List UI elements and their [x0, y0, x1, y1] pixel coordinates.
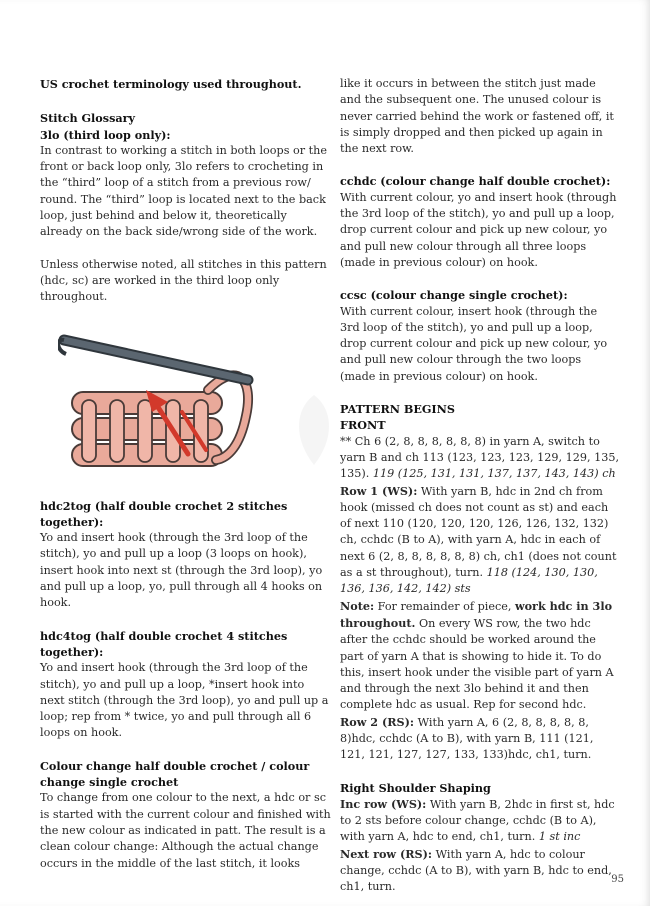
third-loop-illustration — [58, 320, 268, 480]
hdc2tog-text: Yo and insert hook (through the 3rd loop of the stitch), yo and pull up a loop (3 loops on hook), insert hook into next st (through the 3rd loop), yo and pull up a loop, yo, pull through all 4 hooks on hook. — [40, 531, 323, 610]
unless-noted-text: Unless otherwise noted, all stitches in this pattern (hdc, sc) are worked in the third loop only throughout. — [40, 257, 327, 304]
page-number: 95 — [611, 874, 624, 885]
note-emphasis: work hdc in 3lo throughout. — [340, 598, 613, 630]
terminology-note: US crochet terminology used throughout. — [40, 77, 302, 91]
3lo-text: In contrast to working a stitch in both loops or the front or back loop only, 3lo refers to crocheting in the “third” loop of a stitch from a previous row/ round. The “third” loop is located next to the back loop, just behind and below it, theoretically already on the back side/wrong side of the work. — [40, 143, 327, 239]
next-row-label: Next row (RS): — [340, 846, 433, 861]
row-2-label: Row 2 (RS): — [340, 714, 415, 729]
cchdc-heading: cchdc (colour change half double crochet): — [340, 174, 611, 189]
colour-change-text: To change from one colour to the next, a hdc or sc is started with the current colour and finished with the new colour as indicated in patt. The result is a clean colour change: Although the actual change occurs in the middle of the last stitch, it looks — [40, 791, 331, 870]
hdc4tog-text: Yo and insert hook (through the 3rd loop of the stitch), yo and pull up a loop, *insert hook into next stitch (through the 3rd loop), yo and pull up a loop; rep from * twice, yo and pull through all 6 loops on hook. — [40, 661, 329, 740]
right-column — [340, 76, 620, 896]
inc-row: Inc row (WS): With yarn B, 2hdc in first st, hdc to 2 sts before colour change, cchdc (B to A), with yarn A, hdc to end, ch1, turn. 1 st inc — [340, 796, 615, 844]
right-shoulder-heading: Right Shoulder Shaping — [340, 780, 491, 795]
ccsc-heading: ccsc (colour change single crochet): — [340, 288, 568, 303]
hdc2tog-heading: hdc2tog (half double crochet 2 stitches together): — [40, 498, 288, 529]
inc-count: 1 st inc — [538, 830, 581, 844]
stitch-glossary-heading: Stitch Glossary — [40, 111, 136, 126]
pattern-begins-heading: PATTERN BEGINS — [340, 402, 455, 417]
row-1: Row 1 (WS): With yarn B, hdc in 2nd ch from hook (missed ch does not count as st) and each of next 110 (120, 120, 120, 126, 126, 132, 132) ch, cchdc (B to A), with yarn A, hdc in each of next 6 (2, 8, 8, 8, 8, 8, 8) ch, ch1 (does not count as a st throughout), turn. 118 (124, 130, 130, 136, 136, 142, 142) sts — [340, 483, 617, 596]
cchdc-text: With current colour, yo and insert hook (through the 3rd loop of the stitch), yo and pull up a loop, drop current colour and pick up new colour, yo and pull new colour through all three loops (made in previous colour) on hook. — [340, 190, 617, 269]
colour-change-heading: Colour change half double crochet / colour change single crochet — [40, 758, 310, 790]
row-2: Row 2 (RS): With yarn A, 6 (2, 8, 8, 8, 8, 8, 8)hdc, cchdc (A to B), with yarn B, 111 (121, 121, 121, 127, 127, 133, 133)hdc, ch1, turn. — [340, 714, 594, 762]
chain-count: 119 (125, 131, 131, 137, 137, 143, 143) ch — [372, 467, 616, 481]
next-row: Next row (RS): With yarn A, hdc to colour change, cchdc (A to B), with yarn B, hdc to end, ch1, turn. — [340, 846, 612, 894]
row-1-label: Row 1 (WS): — [340, 483, 418, 498]
chain-text: ** Ch 6 (2, 8, 8, 8, 8, 8, 8) in yarn A, switch to yarn B and ch 113 (123, 123, 123, 129, 129, 135, 135). 119 (125, 131, 131, 137, 137, 143, 143) ch — [340, 434, 620, 481]
row-1-count: 118 (124, 130, 130, 136, 136, 142, 142) sts — [340, 566, 598, 596]
hdc4tog-heading: hdc4tog (half double crochet 4 stitches together): — [40, 628, 288, 659]
note: Note: For remainder of piece, work hdc in 3lo throughout. On every WS row, the two hdc after the cchdc should be worked around the part of yarn A that is showing to hide it. To do this, insert hook under the visible part of yarn A and through the next 3lo behind it and then complete hdc as usual. Rep for second hdc. — [340, 598, 614, 712]
3lo-heading: 3lo (third loop only): — [40, 127, 171, 142]
colour-change-continued: like it occurs in between the stitch just made and the subsequent one. The unused colour is never carried behind the work or fastened off, it is simply dropped and then picked up again in the next row. — [340, 77, 614, 156]
note-label: Note: — [340, 598, 375, 613]
watermark-icon — [284, 390, 344, 470]
crochet-hook-illustration — [58, 320, 268, 480]
ccsc-text: With current colour, insert hook (through the 3rd loop of the stitch), yo and pull up a loop, drop current colour and pick up new colour, yo and pull new colour through the two loops (made in previous colour) on hook. — [340, 304, 608, 383]
front-heading: FRONT — [340, 418, 386, 433]
left-column — [40, 76, 332, 872]
inc-row-label: Inc row (WS): — [340, 796, 427, 811]
